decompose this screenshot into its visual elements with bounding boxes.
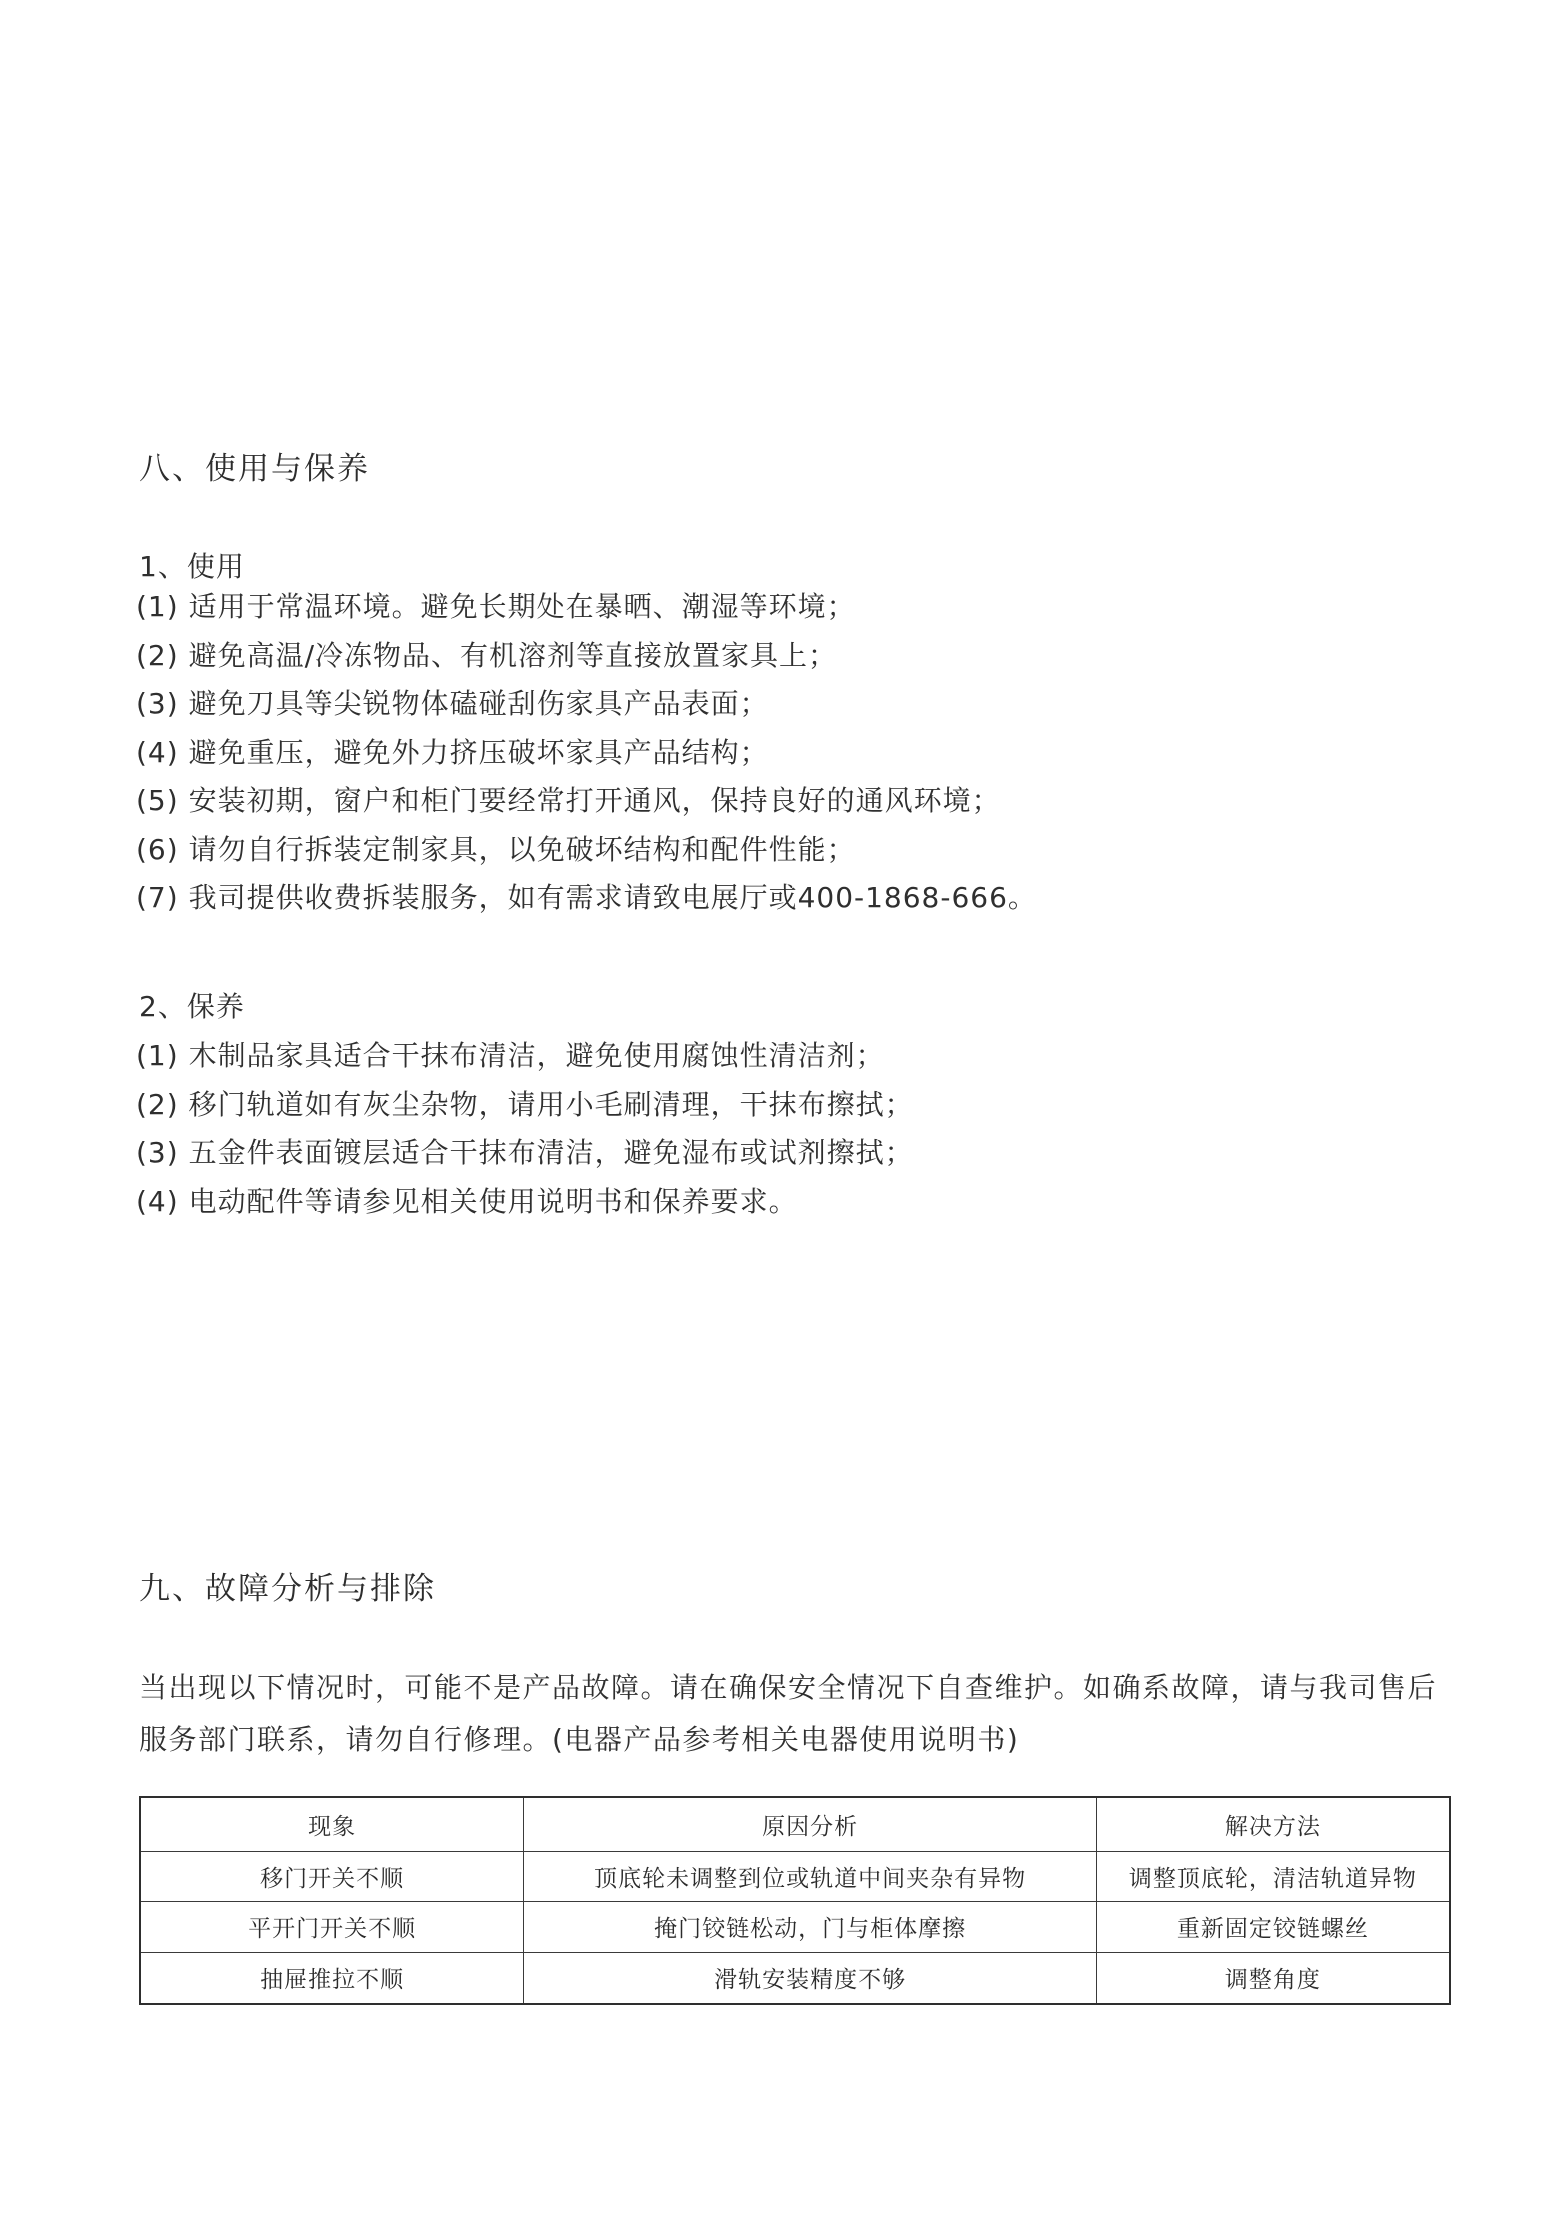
usage-item-1: (1) 适用于常温环境。避免长期处在暴晒、潮湿等环境；: [136, 590, 856, 623]
care-item-1: (1) 木制品家具适合干抹布清洁，避免使用腐蚀性清洁剂；: [136, 1039, 885, 1072]
cell-cause: 顶底轮未调整到位或轨道中间夹杂有异物: [524, 1851, 1096, 1901]
cell-solution: 重新固定铰链螺丝: [1096, 1901, 1450, 1952]
cell-phenomenon: 抽屉推拉不顺: [140, 1952, 524, 2004]
header-cause: 原因分析: [524, 1797, 1096, 1851]
header-phenomenon: 现象: [140, 1797, 524, 1851]
cell-phenomenon: 移门开关不顺: [140, 1851, 524, 1901]
table-row: [140, 1851, 1450, 1901]
care-item-2: (2) 移门轨道如有灰尘杂物，请用小毛刷清理，干抹布擦拭；: [136, 1087, 914, 1121]
fault-table-header: [140, 1797, 1450, 1851]
header-solution: 解决方法: [1096, 1797, 1450, 1851]
intro-line-1: 当出现以下情况时，可能不是产品故障。请在确保安全情况下自查维护。如确系故障，请与我司售后: [139, 1671, 1438, 1704]
usage-item-3: (3) 避免刀具等尖锐物体磕碰刮伤家具产品表面；: [136, 687, 769, 720]
care-subtitle: 2、保养: [139, 990, 245, 1023]
usage-item-4: (4) 避免重压，避免外力挤压破坏家具产品结构；: [136, 735, 769, 769]
section9-title: 九、故障分析与排除: [139, 1571, 436, 1607]
usage-item-5: (5) 安装初期，窗户和柜门要经常打开通风，保持良好的通风环境；: [136, 784, 1001, 817]
table-row: [140, 1901, 1450, 1952]
care-item-3: (3) 五金件表面镀层适合干抹布清洁，避免湿布或试剂擦拭；: [136, 1136, 914, 1169]
usage-item-6: (6) 请勿自行拆装定制家具，以免破坏结构和配件性能；: [136, 832, 856, 866]
cell-cause: 滑轨安装精度不够: [524, 1952, 1096, 2004]
fault-table: [139, 1796, 1451, 2005]
usage-list: [136, 583, 1037, 923]
intro-line-2: 服务部门联系，请勿自行修理。(电器产品参考相关电器使用说明书): [139, 1723, 1020, 1756]
troubleshooting-intro: [139, 1662, 1437, 1766]
section8-title: 八、使用与保养: [139, 451, 370, 487]
cell-solution: 调整顶底轮，清洁轨道异物: [1096, 1851, 1450, 1901]
usage-item-7: (7) 我司提供收费拆装服务，如有需求请致电展厅或400-1868-666。: [136, 881, 1037, 914]
care-list: [136, 1032, 914, 1226]
table-row: [140, 1952, 1450, 2004]
usage-item-2: (2) 避免高温/冷冻物品、有机溶剂等直接放置家具上；: [136, 638, 837, 672]
cell-solution: 调整角度: [1096, 1952, 1450, 2004]
care-item-4: (4) 电动配件等请参见相关使用说明书和保养要求。: [136, 1184, 798, 1218]
table-header-row: [140, 1797, 1450, 1851]
usage-subtitle: 1、使用: [139, 550, 245, 583]
cell-phenomenon: 平开门开关不顺: [140, 1901, 524, 1952]
cell-cause: 掩门铰链松动，门与柜体摩擦: [524, 1901, 1096, 1952]
